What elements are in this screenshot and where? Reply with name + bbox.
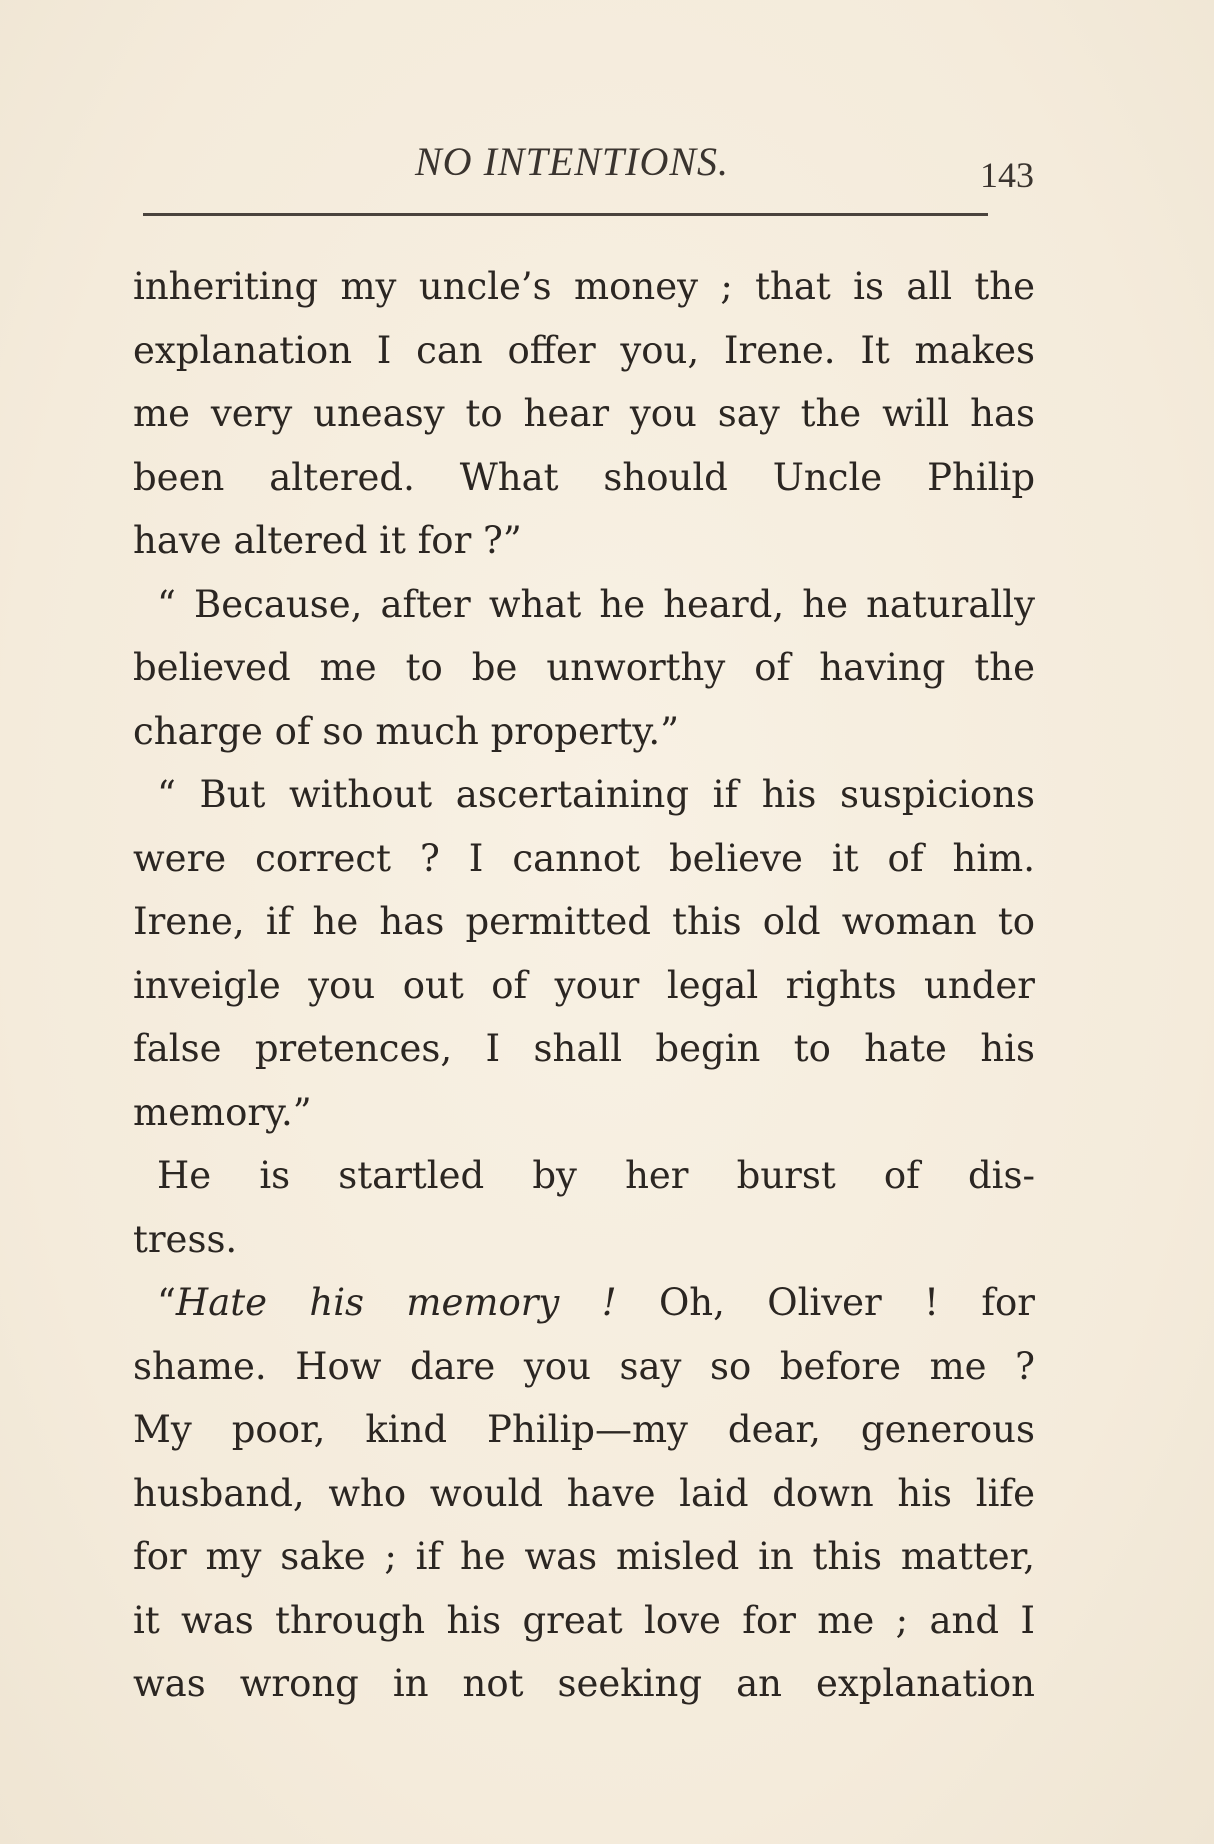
text-line: Irene, if he has permitted this old woman to xyxy=(133,900,1035,943)
text-line: memory.” xyxy=(133,1090,312,1134)
text-line: shame. How dare you say so before me ? xyxy=(133,1344,1035,1388)
text-line: tress. xyxy=(133,1217,238,1261)
text-line: it was through his great love for me ; and I xyxy=(133,1598,1035,1642)
text-line: husband, who would have laid down his life xyxy=(133,1471,1035,1515)
text-line: My poor, kind Philip—my dear, generous xyxy=(133,1408,1035,1451)
header-rule xyxy=(143,213,988,216)
text-line: was wrong in not seeking an explanation xyxy=(133,1662,1035,1705)
italic-phrase: Hate his memory ! xyxy=(175,1281,617,1324)
text-rest: Oh, Oliver ! for xyxy=(616,1281,1035,1324)
running-title: NO INTENTIONS. xyxy=(415,139,730,184)
text-line: “ But without ascertaining if his suspicions xyxy=(157,773,1035,816)
text-line: explanation I can offer you, Irene. It makes xyxy=(133,328,1035,372)
text-line: false pretences, I shall begin to hate his xyxy=(133,1027,1035,1070)
text-line: “ Because, after what he heard, he naturally xyxy=(157,582,1035,626)
text-line: charge of so much property.” xyxy=(133,709,680,753)
quote-open: “ xyxy=(157,1281,176,1324)
text-line: for my sake ; if he was misled in this matter, xyxy=(133,1535,1035,1578)
text-line-mixed xyxy=(133,1271,1035,1335)
text-line: me very uneasy to hear you say the will has xyxy=(133,392,1035,435)
text-line: been altered. What should Uncle Philip xyxy=(133,455,1035,499)
running-head xyxy=(0,138,1214,195)
text-line: were correct ? I cannot believe it of him. xyxy=(133,836,1035,880)
page-number: 143 xyxy=(980,155,1034,195)
text-line: inheriting my uncle’s money ; that is all the xyxy=(133,265,1035,308)
text-line: inveigle you out of your legal rights under xyxy=(133,963,1035,1007)
text-line: have altered it for ?” xyxy=(133,519,522,562)
text-line: believed me to be unworthy of having the xyxy=(133,646,1035,689)
text-line: He is startled by her burst of dis- xyxy=(157,1154,1035,1197)
body-text xyxy=(133,255,1035,1716)
